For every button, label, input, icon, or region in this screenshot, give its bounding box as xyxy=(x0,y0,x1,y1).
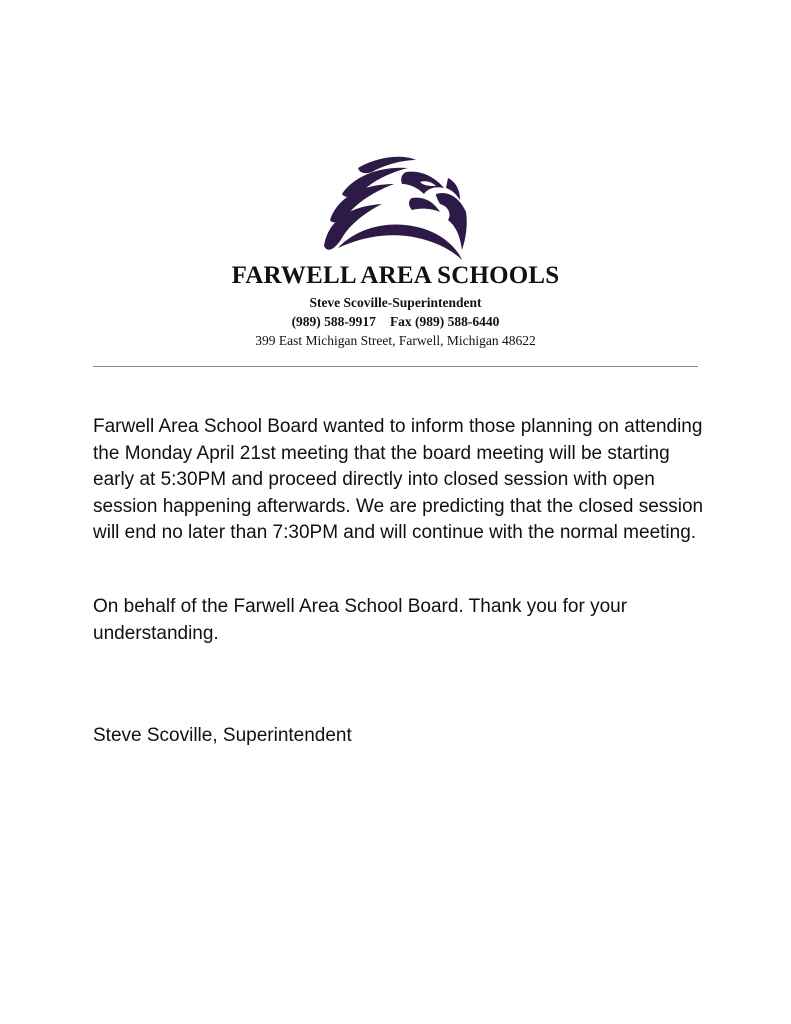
announcement-paragraph: Farwell Area School Board wanted to inform those planning on attending the Monday April 21st meeting that the board meeting will be starting early at 5:30PM and proceed directly into closed session with open session happening afterwards. We are predicting that the closed session will end no later than 7:30PM and will continue with the normal meeting. xyxy=(93,416,704,543)
eagle-head-logo-icon xyxy=(320,154,470,262)
closing-paragraph: On behalf of the Farwell Area School Board. Thank you for your understanding. xyxy=(93,596,628,644)
contact-line xyxy=(0,314,791,330)
address: 399 East Michigan Street, Farwell, Michigan 48622 xyxy=(255,333,536,348)
fax-number: Fax (989) 588-6440 xyxy=(389,314,500,329)
phone-number: (989) 588-9917 xyxy=(291,314,376,329)
superintendent-line: Steve Scoville-Superintendent xyxy=(309,295,482,310)
signature: Steve Scoville, Superintendent xyxy=(93,725,352,746)
organization-name: FARWELL AREA SCHOOLS xyxy=(231,262,560,289)
header-divider xyxy=(93,366,698,367)
